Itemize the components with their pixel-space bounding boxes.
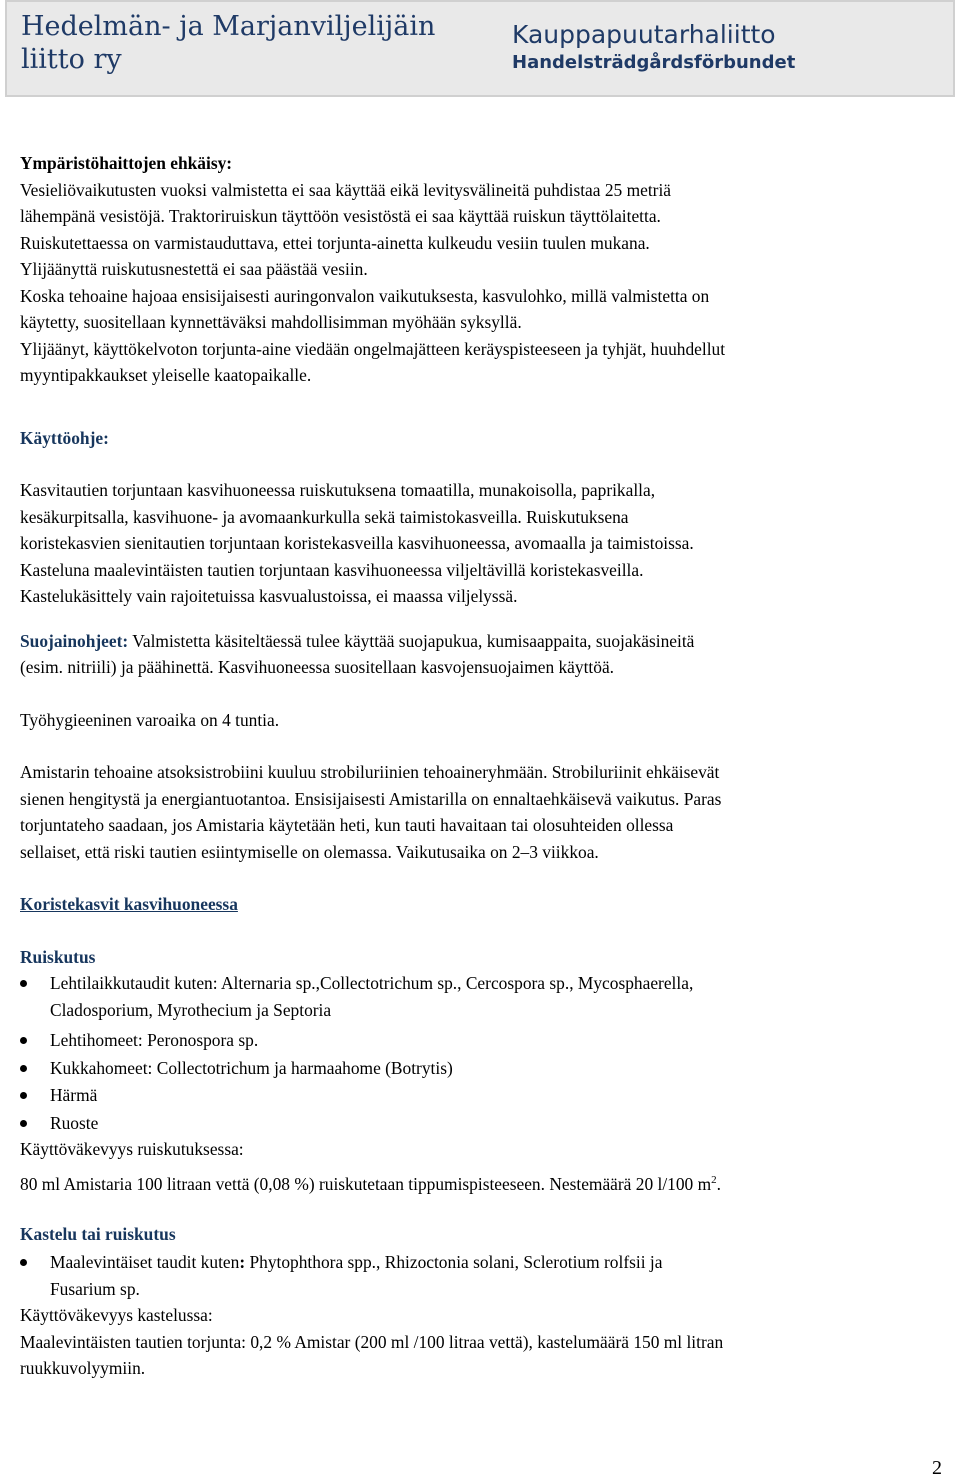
irrigation-dose-label: Käyttöväkevyys kastelussa: bbox=[20, 1305, 213, 1326]
bullet-icon bbox=[20, 1259, 27, 1266]
usage-line: kesäkurpitsalla, kasvihuone- ja avomaankurkulla sekä taimistokasveilla. Ruiskutuksena bbox=[20, 506, 629, 527]
spraying-heading: Ruiskutus bbox=[20, 946, 96, 967]
ornamental-title: Koristekasvit kasvihuoneessa bbox=[20, 894, 238, 914]
org-left-line2: liitto ry bbox=[21, 44, 122, 75]
protection-line2: (esim. nitriili) ja päähinettä. Kasvihuoneessa suositellaan kasvojensuojaimen käyttöä. bbox=[20, 657, 615, 677]
bullet-icon bbox=[20, 980, 27, 987]
usage-line: koristekasvien sienitautien torjuntaan koristekasveilla kasvihuoneessa, avomaalla ja taimistoissa. bbox=[20, 533, 694, 553]
environment-line: lähempänä vesistöjä. Traktoriruiskun täyttöön vesistöstä ei saa käyttää ruiskun täyttölaitetta. bbox=[20, 206, 661, 226]
irrigation-list bbox=[20, 1249, 940, 1302]
usage-heading: Käyttöohje: bbox=[20, 427, 109, 448]
list-item: Härmä bbox=[20, 1082, 940, 1109]
environment-line: Ylijäänyt, käyttökelvoton torjunta-aine viedään ongelmajätteen keräyspisteeseen ja tyhjät, huuhdellut bbox=[20, 338, 726, 359]
document-body bbox=[20, 150, 940, 1382]
list-item: Kukkahomeet: Collectotrichum ja harmaahome (Botrytis) bbox=[20, 1055, 940, 1082]
amistar-line: torjuntateho saadaan, jos Amistaria käytetään heti, kun tauti havaitaan tai olosuhteiden ollessa bbox=[20, 815, 674, 835]
letterhead bbox=[5, 0, 955, 97]
bullet-icon bbox=[20, 1037, 27, 1044]
environment-line: Vesieliövaikutusten vuoksi valmistetta ei saa käyttää eikä levitysvälineitä puhdistaa 25 metriä bbox=[20, 179, 672, 200]
irrigation-dose: Maalevintäisten tautien torjunta: 0,2 % Amistar (200 ml /100 litraa vettä), kastelumäärä 150 ml litran bbox=[20, 1331, 724, 1352]
environment-line: Ylijäänyttä ruiskutusnestettä ei saa päästää vesiin. bbox=[20, 259, 368, 279]
bullet-icon bbox=[20, 1120, 27, 1127]
amistar-line: sellaiset, että riski tautien esiintymiselle on olemassa. Vaikutusaika on 2–3 viikkoa. bbox=[20, 841, 599, 862]
usage-line: Kasvitautien torjuntaan kasvihuoneessa ruiskutuksena tomaatilla, munakoisolla, paprikalla, bbox=[20, 480, 656, 500]
spraying-dose-label: Käyttöväkevyys ruiskutuksessa: bbox=[20, 1139, 244, 1159]
org-left-line1: Hedelmän- ja Marjanviljelijäin bbox=[21, 11, 436, 42]
bullet-icon bbox=[20, 1092, 27, 1099]
protection-label: Suojainohjeet: bbox=[20, 630, 129, 651]
amistar-line: Amistarin tehoaine atsoksistrobiini kuuluu strobiluriinien tehoaineryhmään. Strobiluriinit ehkäisevät bbox=[20, 762, 720, 782]
environment-line: myyntipakkaukset yleiselle kaatopaikalle. bbox=[20, 365, 312, 385]
spraying-list bbox=[20, 970, 940, 1136]
page-number: 2 bbox=[932, 1457, 942, 1479]
bullet-icon bbox=[20, 1065, 27, 1072]
environment-line: käytetty, suositellaan kynnettäväksi mahdollisimman myöhään syksyllä. bbox=[20, 312, 522, 332]
irrigation-heading: Kastelu tai ruiskutus bbox=[20, 1223, 176, 1244]
environment-heading: Ympäristöhaittojen ehkäisy: bbox=[20, 153, 233, 173]
protection-text: Valmistetta käsiteltäessä tulee käyttää suojapukua, kumisaappaita, suojakäsineitä bbox=[128, 630, 695, 651]
waiting-period: Työhygieeninen varoaika on 4 tuntia. bbox=[20, 709, 280, 730]
org-right bbox=[512, 20, 795, 76]
list-item: Lehtihomeet: Peronospora sp. bbox=[20, 1027, 940, 1054]
protection-line1 bbox=[20, 628, 940, 655]
list-item: Ruoste bbox=[20, 1110, 940, 1137]
usage-line: Kasteluna maalevintäisten tautien torjuntaan kasvihuoneessa viljeltävillä koristekasveilla. bbox=[20, 559, 644, 580]
list-item: Lehtilaikkutaudit kuten: Alternaria sp.,Collectotrichum sp., Cercospora sp., Mycosphaerella, Cladosporium, Myrothecium ja Septoria bbox=[20, 970, 940, 1023]
list-item: Maalevintäiset taudit kuten: Phytophthora spp., Rhizoctonia solani, Sclerotium rolfsii ja Fusarium sp. bbox=[20, 1249, 940, 1302]
org-right-sub: Handelsträdgårdsförbundet bbox=[512, 52, 796, 73]
environment-line: Ruiskutettaessa on varmistauduttava, ettei torjunta-ainetta kulkeudu vesiin tuulen mukana. bbox=[20, 232, 650, 253]
org-right-name: Kauppapuutarhaliitto bbox=[512, 20, 776, 49]
amistar-line: sienen hengitystä ja energiantuotantoa. Ensisijaisesti Amistarilla on ennaltaehkäisevä vaikutus. Paras bbox=[20, 788, 722, 809]
irrigation-dose: ruukkuvolyymiin. bbox=[20, 1358, 146, 1379]
org-left bbox=[21, 10, 435, 76]
usage-line: Kastelukäsittely vain rajoitetuissa kasvualustoissa, ei maassa viljelyssä. bbox=[20, 586, 518, 606]
spraying-dose: 80 ml Amistaria 100 litraan vettä (0,08 %) ruiskutetaan tippumispisteeseen. Nestemäärä 20 l/100 $m^2$. bbox=[20, 1173, 721, 1194]
environment-line: Koska tehoaine hajoaa ensisijaisesti auringonvalon vaikutuksesta, kasvulohko, millä valmistetta on bbox=[20, 285, 710, 306]
